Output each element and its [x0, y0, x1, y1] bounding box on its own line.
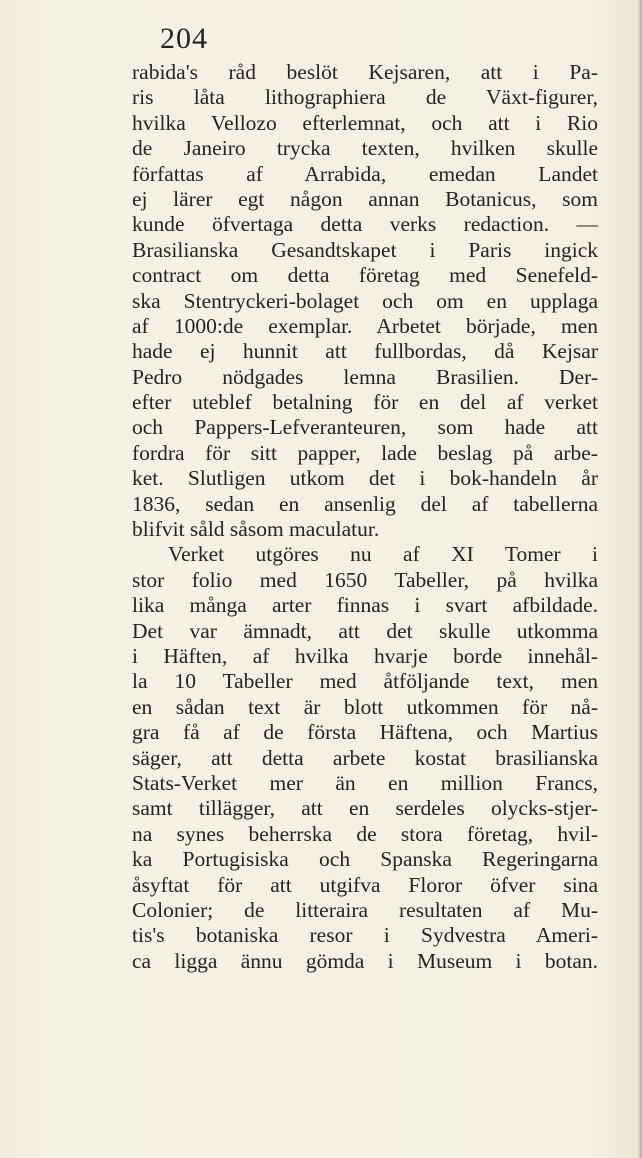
text-line-17: ket. Slutligen utkom det i bok-handeln år — [132, 466, 598, 491]
text-line-26: en sådan text är blott utkommen för nå- — [132, 694, 598, 719]
text-line-32: ka Portugisiska och Spanska Regeringarna — [132, 847, 598, 872]
text-line-29: Stats-Verket mer än en million Francs, — [132, 770, 598, 795]
text-line-11: af 1000:de exemplar. Arbetet började, men — [132, 313, 598, 338]
text-line-6: ej lärer egt någon annan Botanicus, som — [132, 186, 598, 211]
text-line-8: Brasilianska Gesandtskapet i Paris ingick — [132, 237, 598, 262]
text-line-25: la 10 Tabeller med åtföljande text, men — [132, 669, 598, 694]
text-line-4: de Janeiro trycka texten, hvilken skulle — [132, 136, 598, 161]
text-line-12: hade ej hunnit att fullbordas, då Kejsar — [132, 339, 598, 364]
text-line-2: ris låta lithographiera de Växt-figurer, — [132, 85, 598, 110]
text-line-36: ca ligga ännu gömda i Museum i botan. — [132, 948, 598, 973]
text-line-23: Det var ämnadt, att det skulle utkomma — [132, 618, 598, 643]
text-line-27: gra få af de första Häftena, och Martius — [132, 720, 598, 745]
text-line-30: samt tillägger, att en serdeles olycks-stjer- — [132, 796, 598, 821]
text-line-1: rabida's råd beslöt Kejsaren, att i Pa- — [132, 60, 598, 84]
body-text — [132, 60, 598, 974]
text-line-15: och Pappers-Lefveranteuren, som hade att — [132, 415, 598, 440]
text-line-33: åsyftat för att utgifva Floror öfver sina — [132, 872, 598, 897]
text-line-7: kunde öfvertaga detta verks redaction. — — [132, 212, 598, 237]
text-line-3: hvilka Vellozo efterlemnat, och att i Rio — [132, 110, 598, 135]
text-line-5: författas af Arrabida, emedan Landet — [132, 161, 598, 186]
text-line-31: na synes beherrska de stora företag, hvil- — [132, 821, 598, 846]
page-number: 204 — [160, 22, 208, 55]
text-line-24: i Häften, af hvilka hvarje borde innehål- — [132, 643, 598, 668]
text-line-34: Colonier; de litteraira resultaten af Mu- — [132, 897, 598, 922]
text-line-9: contract om detta företag med Senefeld- — [132, 263, 598, 288]
text-line-13: Pedro nödgades lemna Brasilien. Der- — [132, 364, 598, 389]
text-line-35: tis's botaniska resor i Sydvestra Ameri- — [132, 923, 598, 948]
text-line-14: efter uteblef betalning för en del af verket — [132, 390, 598, 415]
text-line-16: fordra för sitt papper, lade beslag på arbe- — [132, 440, 598, 465]
text-line-28: säger, att detta arbete kostat brasilianska — [132, 745, 598, 770]
text-line-18: 1836, sedan en ansenlig del af tabellerna — [132, 491, 598, 516]
text-line-21: stor folio med 1650 Tabeller, på hvilka — [132, 567, 598, 592]
page-edge-shadow — [638, 0, 642, 1158]
text-line-20: Verket utgöres nu af XI Tomer i — [168, 542, 598, 567]
text-line-19: blifvit såld såsom maculatur. — [132, 517, 380, 542]
text-line-10: ska Stentryckeri-bolaget och om en upplaga — [132, 288, 598, 313]
text-line-22: lika många arter finnas i svart afbildade. — [132, 593, 598, 618]
